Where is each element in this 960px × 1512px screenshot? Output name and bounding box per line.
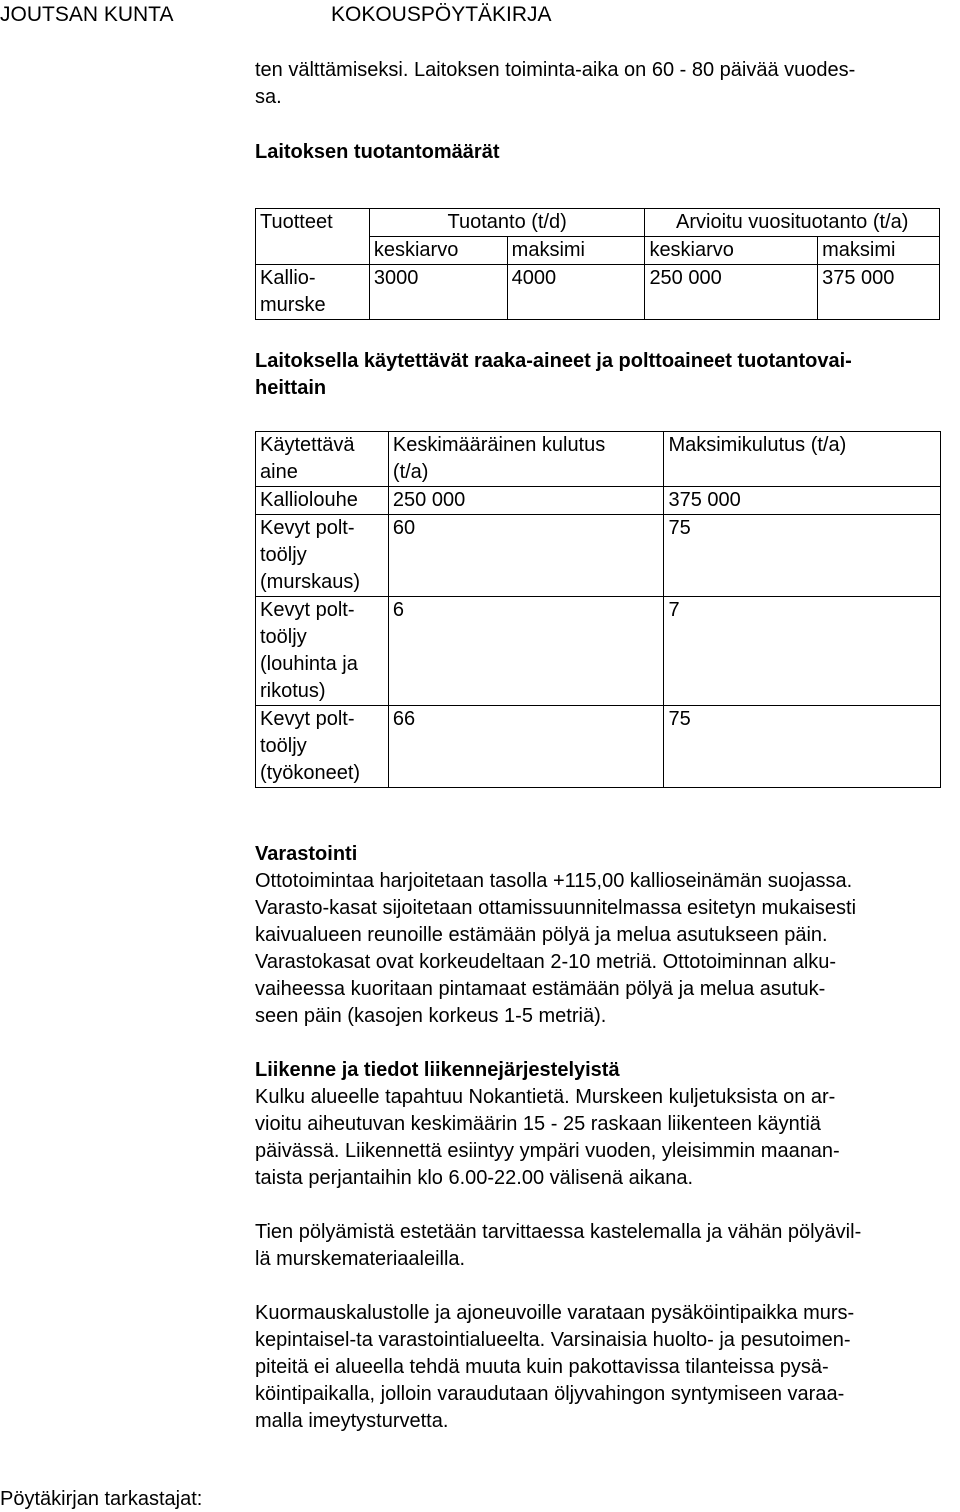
production-table bbox=[255, 208, 940, 320]
document-body bbox=[255, 57, 955, 1435]
table-header-cell: Käytettävä aine bbox=[256, 432, 389, 487]
section-heading-production: Laitoksen tuotantomäärät bbox=[255, 141, 500, 163]
table-cell: 4000 bbox=[507, 265, 645, 320]
table-header-row bbox=[256, 209, 940, 237]
section-heading-traffic: Liikenne ja tiedot liikennejärjestelyistä bbox=[255, 1059, 620, 1081]
table-cell: 6 bbox=[388, 597, 664, 706]
table-cell-material: Kevyt polt- toöljy (louhinta ja rikotus) bbox=[256, 597, 389, 706]
table-header-cell bbox=[256, 237, 370, 265]
section-heading-storage: Varastointi bbox=[255, 843, 358, 865]
table-subheader-row bbox=[256, 237, 940, 265]
table-header-cell: maksimi bbox=[507, 237, 645, 265]
table-header-cell: Keskimääräinen kulutus (t/a) bbox=[388, 432, 664, 487]
table-cell: 375 000 bbox=[818, 265, 940, 320]
table-header-cell: Arvioitu vuosituotanto (t/a) bbox=[645, 209, 940, 237]
header-document-type: KOKOUSPÖYTÄKIRJA bbox=[331, 3, 552, 26]
storage-paragraph: Ottotoimintaa harjoitetaan tasolla +115,00 kallioseinämän suojassa. Varasto-kasat sijoitetaan ottamissuunnitelmassa esitetyn mukaisesti kaivualueen reunoille estämään pölyä ja melua asutukseen päin. Varastokasat ovat korkeudeltaan 2-10 metriä. Ottotoiminnan alku- vaiheessa kuoritaan pintamaat estämään pölyä ja melua asutuk- seen päin (kasojen korkeus 1-5 metriä). bbox=[255, 870, 857, 1027]
table-header-cell: Tuotanto (t/d) bbox=[369, 209, 645, 237]
dust-paragraph: Tien pölyämistä estetään tarvittaessa kastelemalla ja vähän pölyävil- lä murskemateriaaleilla. bbox=[255, 1221, 862, 1270]
table-header-cell: Tuotteet bbox=[256, 209, 370, 237]
table-cell-material: Kevyt polt- toöljy (murskaus) bbox=[256, 515, 389, 597]
table-row bbox=[256, 706, 941, 788]
table-cell: 66 bbox=[388, 706, 664, 788]
traffic-paragraph: Kulku alueelle tapahtuu Nokantietä. Murskeen kuljetuksista on ar- vioitu aiheutuvan keskimäärin 15 - 25 raskaan liikenteen käyntiä päivässä. Liikennettä esiintyy ympäri vuoden, yleisimmin maanan- taista perjantaihin klo 6.00-22.00 välisenä aikana. bbox=[255, 1086, 840, 1189]
section-heading-raw-materials: Laitoksella käytettävät raaka-aineet ja polttoaineet tuotantovai- heittain bbox=[255, 350, 852, 399]
table-cell: 60 bbox=[388, 515, 664, 597]
table-header-row bbox=[256, 432, 941, 487]
table-cell-material: Kevyt polt- toöljy (työkoneet) bbox=[256, 706, 389, 788]
table-header-cell: Maksimikulutus (t/a) bbox=[664, 432, 941, 487]
parking-paragraph: Kuormauskalustolle ja ajoneuvoille varataan pysäköintipaikka murs- kepintaisel-ta varastointialueelta. Varsinaisia huolto- ja pesutoimen- piteitä ei alueella tehdä muuta kuin pakottavissa tilanteissa pysä- köintipaikalla, jolloin varaudutaan öljyvahingon syntymiseen varaa- malla imeytysturvetta. bbox=[255, 1302, 855, 1432]
table-cell: 7 bbox=[664, 597, 941, 706]
raw-materials-table bbox=[255, 431, 941, 788]
table-cell: 250 000 bbox=[645, 265, 818, 320]
intro-paragraph: ten välttämiseksi. Laitoksen toiminta-aika on 60 - 80 päivää vuodes- sa. bbox=[255, 59, 856, 108]
table-cell-product: Kallio- murske bbox=[256, 265, 370, 320]
table-row bbox=[256, 597, 941, 706]
table-header-cell: keskiarvo bbox=[369, 237, 507, 265]
table-header-cell: maksimi bbox=[818, 237, 940, 265]
table-header-cell: keskiarvo bbox=[645, 237, 818, 265]
footer-reviewers-label: Pöytäkirjan tarkastajat: bbox=[0, 1488, 203, 1510]
table-cell: 75 bbox=[664, 706, 941, 788]
table-cell: 250 000 bbox=[388, 487, 664, 515]
table-cell-material: Kalliolouhe bbox=[256, 487, 389, 515]
table-cell: 75 bbox=[664, 515, 941, 597]
table-row bbox=[256, 515, 941, 597]
header-organization: JOUTSAN KUNTA bbox=[0, 3, 174, 26]
table-cell: 375 000 bbox=[664, 487, 941, 515]
table-cell: 3000 bbox=[369, 265, 507, 320]
table-row bbox=[256, 265, 940, 320]
table-row bbox=[256, 487, 941, 515]
